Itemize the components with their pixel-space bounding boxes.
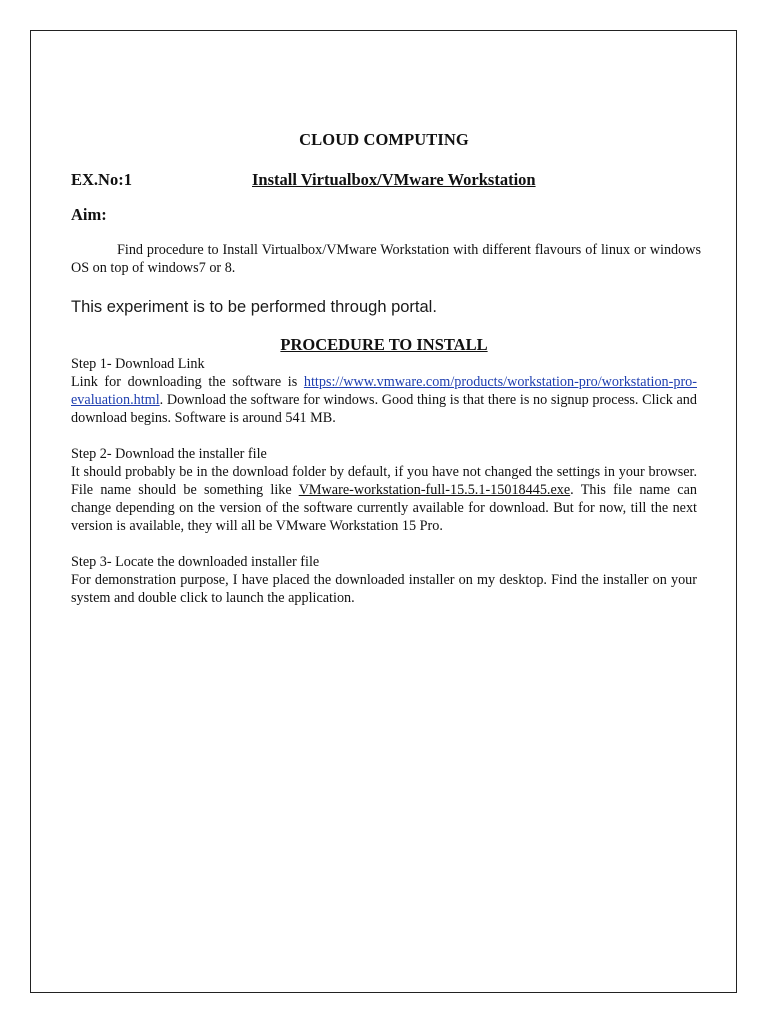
installer-filename: VMware-workstation-full-15.5.1-15018445.exe — [298, 482, 571, 498]
step-3 — [71, 553, 697, 607]
step-3-body: For demonstration purpose, I have placed the downloaded installer on my desktop. Find the installer on your system and double click to launch the application. — [71, 572, 697, 606]
step-2-body — [71, 463, 697, 535]
step-1-text-before: Link for downloading the software is — [71, 374, 304, 390]
step-2-text-after: . This file name can change depending on the version of the software currently available for download. But for now, till the next version is available, they will all be VMware Workstation 15 Pro. — [71, 482, 697, 534]
step-1-text-after: . Download the software for windows. Good thing is that there is no signup process. Click and download begins. Software is around 541 MB. — [71, 392, 697, 426]
exercise-number: EX.No:1 — [71, 170, 132, 189]
step-1-title: Step 1- Download Link — [71, 356, 205, 372]
step-2-title: Step 2- Download the installer file — [71, 446, 267, 462]
step-2 — [71, 445, 697, 535]
document-title: CLOUD COMPUTING — [299, 130, 469, 149]
step-1 — [71, 355, 697, 427]
procedure-steps — [71, 355, 697, 625]
step-1-body — [71, 373, 697, 427]
aim-label: Aim: — [71, 205, 107, 224]
exercise-title: Install Virtualbox/VMware Workstation — [252, 170, 536, 189]
procedure-heading-text: PROCEDURE TO INSTALL — [280, 335, 488, 354]
vmware-download-link[interactable]: https://www.vmware.com/products/workstation-pro/workstation-pro-evaluation.html — [71, 374, 697, 408]
procedure-heading — [0, 335, 768, 355]
portal-note: This experiment is to be performed through portal. — [71, 298, 437, 316]
step-2-text-before: It should probably be in the download folder by default, if you have not changed the settings in your browser. File name should be something like — [71, 464, 697, 498]
step-3-title: Step 3- Locate the downloaded installer file — [71, 554, 320, 570]
aim-text: Find procedure to Install Virtualbox/VMware Workstation with different flavours of linux or windows OS on top of windows7 or 8. — [71, 242, 701, 276]
